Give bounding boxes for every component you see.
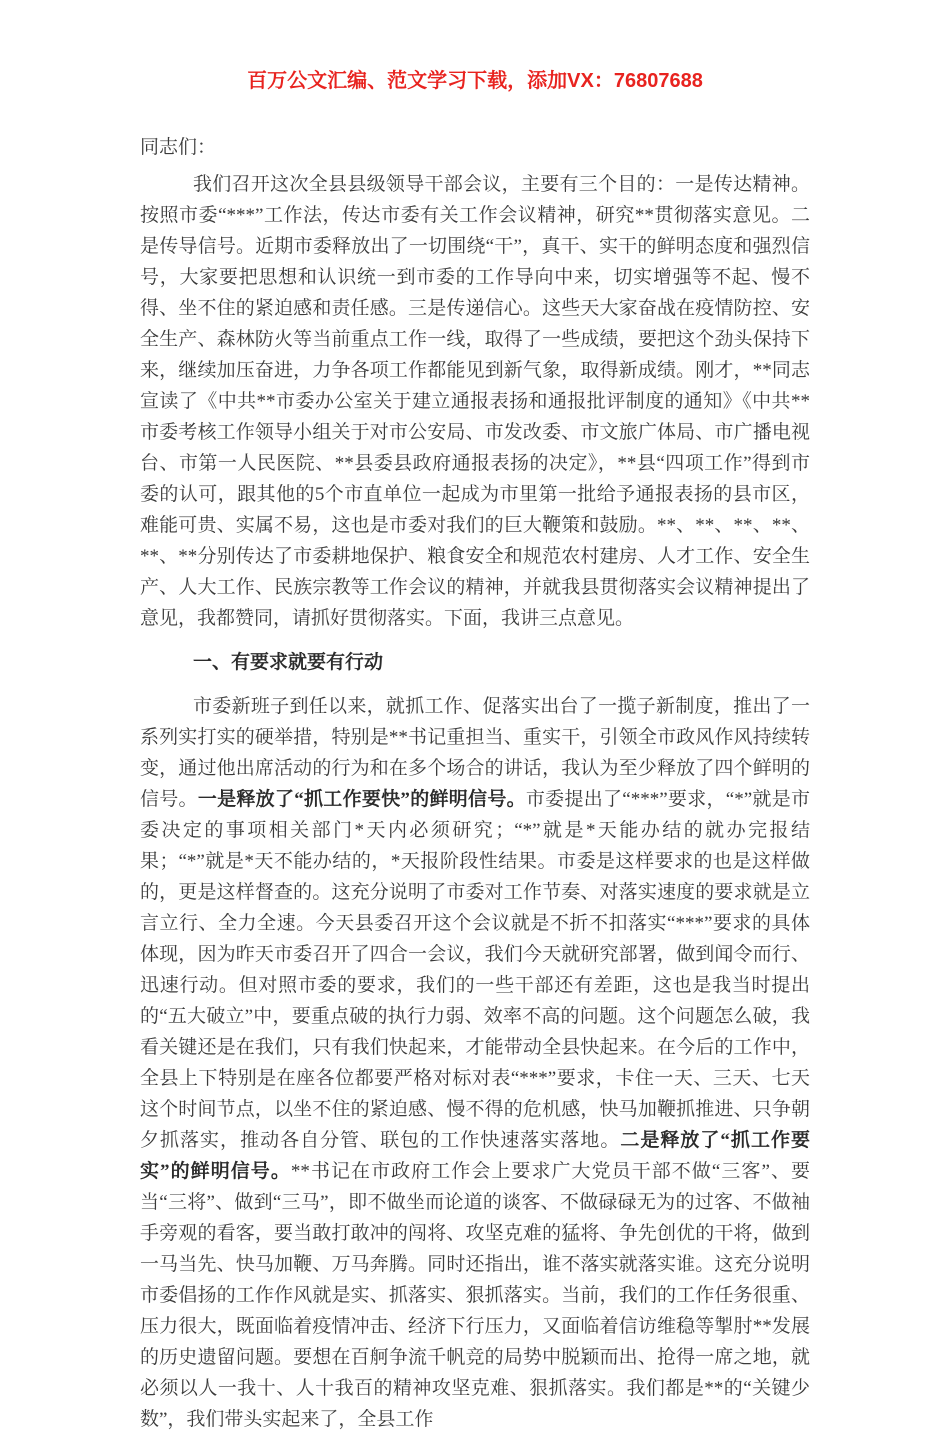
- bold-run-point-2: 二是释放了“抓工作要实”的鲜明信号。: [140, 1130, 810, 1182]
- paragraph-intro: 我们召开这次全县县级领导干部会议，主要有三个目的：一是传达精神。按照市委“***”工作法，传达市委有关工作会议精神，研究**贯彻落实意见。二是传导信号。近期市委释放出了一切围绕“干”，真干、实干的鲜明态度和强烈信号，大家要把思想和认识统一到市委的工作导向中来，切实增强等不起、慢不得、坐不住的紧迫感和责任感。三是传递信心。这些天大家奋战在疫情防控、安全生产、森林防火等当前重点工作一线，取得了一些成绩，要把这个劲头保持下来，继续加压奋进，力争各项工作都能见到新气象，取得新成绩。刚才，**同志宣读了《中共**市委办公室关于建立通报表扬和通报批评制度的通知》《中共**市委考核工作领导小组关于对市公安局、市发改委、市文旅广体局、市广播电视台、市第一人民医院、**县委县政府通报表扬的决定》，**县“四项工作”得到市委的认可，跟其他的5个市直单位一起成为市里第一批给予通报表扬的县市区，难能可贵、实属不易，这也是市委对我们的巨大鞭策和鼓励。**、**、**、**、**、**分别传达了市委耕地保护、粮食安全和规范农村建房、人才工作、安全生产、人大工作、民族宗教等工作会议的精神，并就我县贯彻落实会议精神提出了意见，我都赞同，请抓好贯彻落实。下面，我讲三点意见。: [140, 174, 810, 629]
- paragraph-section-1: [140, 691, 810, 1435]
- text-run: **书记在市政府工作会上要求广大党员干部不做“三客”、要当“三将”、做到“三马”，即不做坐而论道的谈客、不做碌碌无为的过客、不做袖手旁观的看客，要当敢打敢冲的闯将、攻坚克难的猛将、争先创优的干将，做到一马当先、快马加鞭、万马奔腾。同时还指出，谁不落实就落实谁。这充分说明市委倡扬的工作作风就是实、抓落实、狠抓落实。当前，我们的工作任务很重、压力很大，既面临着疫情冲击、经济下行压力，又面临着信访维稳等掣肘**发展的历史遗留问题。要想在百舸争流千帆竞的局势中脱颖而出、抢得一席之地，就必须以人一我十、人十我百的精神攻坚克难、狠抓落实。我们都是**的“关键少数”，我们带头实起来了，全县工作: [140, 1161, 810, 1430]
- text-run: 市委新班子到任以来，就抓工作、促落实出台了一揽子新制度，推出了一系列实打实的硬举措，特别是**书记重担当、重实干，引领全市政风作风持续转变，通过他出席活动的行为和在多个场合的讲话，我认为至少释放了四个鲜明的信号。: [140, 696, 810, 810]
- promo-banner: 百万公文汇编、范文学习下载，添加VX：76807688: [247, 70, 703, 92]
- document-body: [140, 132, 810, 1435]
- text-run: 市委提出了“***”要求，“*”就是市委决定的事项相关部门*天内必须研究；“*”就是*天能办结的就办完报结果；“*”就是*天不能办结的，*天报阶段性结果。市委是这样要求的也是这样做的，更是这样督查的。这充分说明了市委对工作节奏、对落实速度的要求就是立言立行、全力全速。今天县委召开这个会议就是不折不扣落实“***”要求的具体体现，因为昨天市委召开了四合一会议，我们今天就研究部署，做到闻令而行、迅速行动。但对照市委的要求，我们的一些干部还有差距，这也是我当时提出的“五大破立”中，要重点破的执行力弱、效率不高的问题。这个问题怎么破，我看关键还是在我们，只有我们快起来，才能带动全县快起来。在今后的工作中，全县上下特别是在座各位都要严格对标对表“***”要求，卡住一天、三天、七天这个时间节点，以坐不住的紧迫感、慢不得的危机感，快马加鞭抓推进、只争朝夕抓落实，推动各自分管、联包的工作快速落实落地。: [140, 789, 810, 1151]
- salutation: 同志们：: [140, 137, 217, 158]
- bold-run-point-1: 一是释放了“抓工作要快”的鲜明信号。: [197, 789, 526, 810]
- section-heading-1: 一、有要求就要有行动: [193, 652, 384, 673]
